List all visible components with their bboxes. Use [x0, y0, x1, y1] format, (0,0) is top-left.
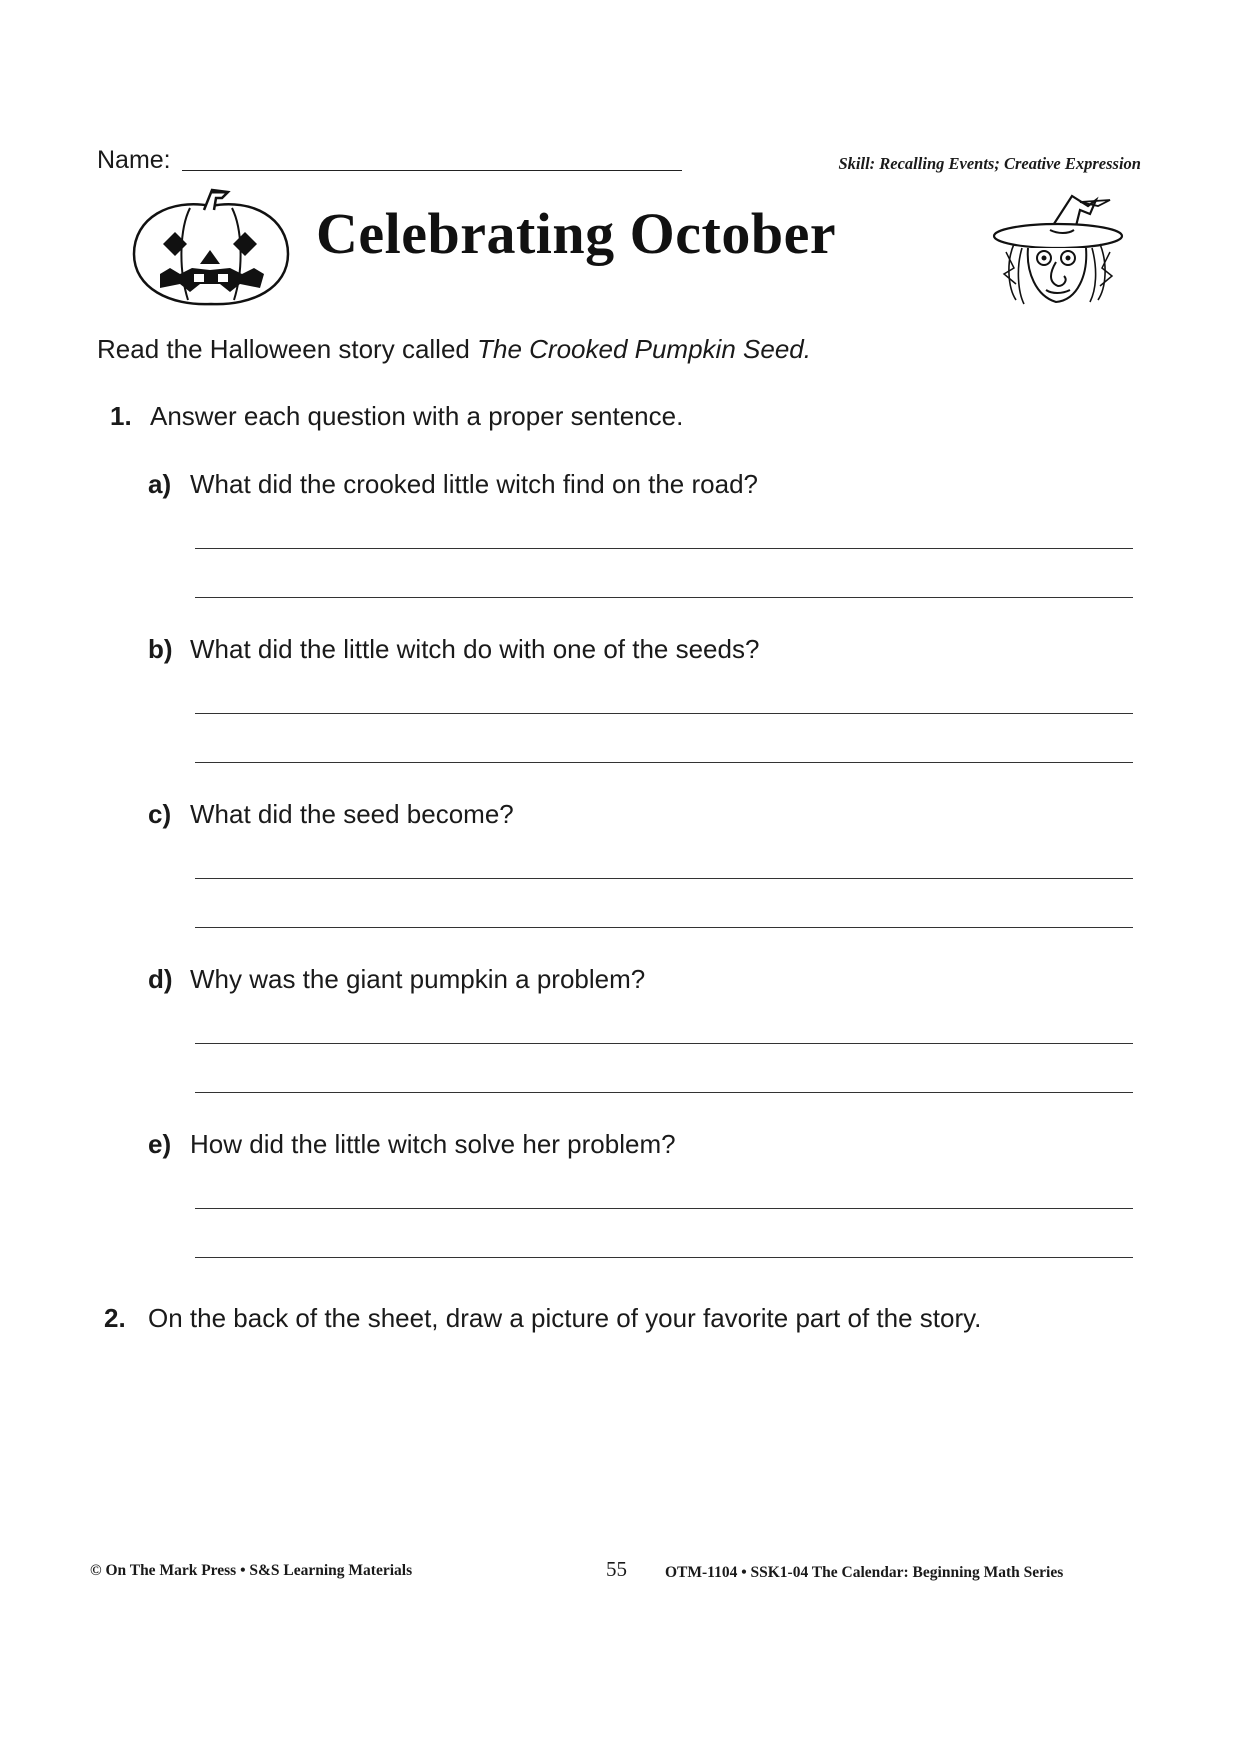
question-number: 2.	[104, 1303, 126, 1333]
answer-line-d1[interactable]	[195, 1043, 1133, 1044]
name-field-line[interactable]	[182, 170, 682, 171]
answer-line-e2[interactable]	[195, 1257, 1133, 1258]
intro-text	[97, 334, 811, 365]
name-label: Name:	[97, 146, 171, 174]
answer-line-d2[interactable]	[195, 1092, 1133, 1093]
answer-line-a1[interactable]	[195, 548, 1133, 549]
question-number: 1.	[110, 401, 132, 431]
answer-line-b2[interactable]	[195, 762, 1133, 763]
subquestion-b	[148, 634, 759, 665]
subquestion-letter: b)	[148, 634, 173, 664]
story-title: The Crooked Pumpkin Seed.	[477, 334, 811, 364]
subquestion-letter: a)	[148, 469, 172, 499]
page-title: Celebrating October	[316, 201, 837, 266]
subquestion-text: What did the little witch do with one of the seeds?	[190, 634, 760, 664]
subquestion-letter: c)	[148, 799, 172, 829]
subquestion-letter: e)	[148, 1129, 172, 1159]
question-text: Answer each question with a proper sentence.	[150, 401, 684, 431]
jack-o-lantern-icon	[130, 188, 292, 310]
subquestion-letter: d)	[148, 964, 173, 994]
skill-label: Skill: Recalling Events; Creative Expression	[838, 154, 1141, 173]
page-number: 55	[606, 1557, 627, 1581]
footer-publisher: © On The Mark Press • S&S Learning Materials	[90, 1562, 413, 1579]
subquestion-e	[148, 1129, 676, 1160]
intro-prefix: Read the Halloween story called	[97, 334, 478, 364]
subquestion-text: What did the crooked little witch find on the road?	[190, 469, 758, 499]
subquestion-a	[148, 469, 758, 500]
question-2	[104, 1302, 1104, 1334]
answer-line-e1[interactable]	[195, 1208, 1133, 1209]
subquestion-text: How did the little witch solve her problem?	[190, 1129, 676, 1159]
answer-line-c2[interactable]	[195, 927, 1133, 928]
subquestion-text: Why was the giant pumpkin a problem?	[190, 964, 646, 994]
question-1	[110, 401, 683, 432]
witch-icon	[992, 192, 1124, 310]
footer-series: OTM-1104 • SSK1-04 The Calendar: Beginning Math Series	[665, 1564, 1064, 1581]
answer-line-b1[interactable]	[195, 713, 1133, 714]
question-text: On the back of the sheet, draw a picture of your favorite part of the story.	[148, 1303, 982, 1333]
subquestion-text: What did the seed become?	[190, 799, 514, 829]
subquestion-d	[148, 964, 645, 995]
answer-line-a2[interactable]	[195, 597, 1133, 598]
subquestion-c	[148, 799, 514, 830]
answer-line-c1[interactable]	[195, 878, 1133, 879]
